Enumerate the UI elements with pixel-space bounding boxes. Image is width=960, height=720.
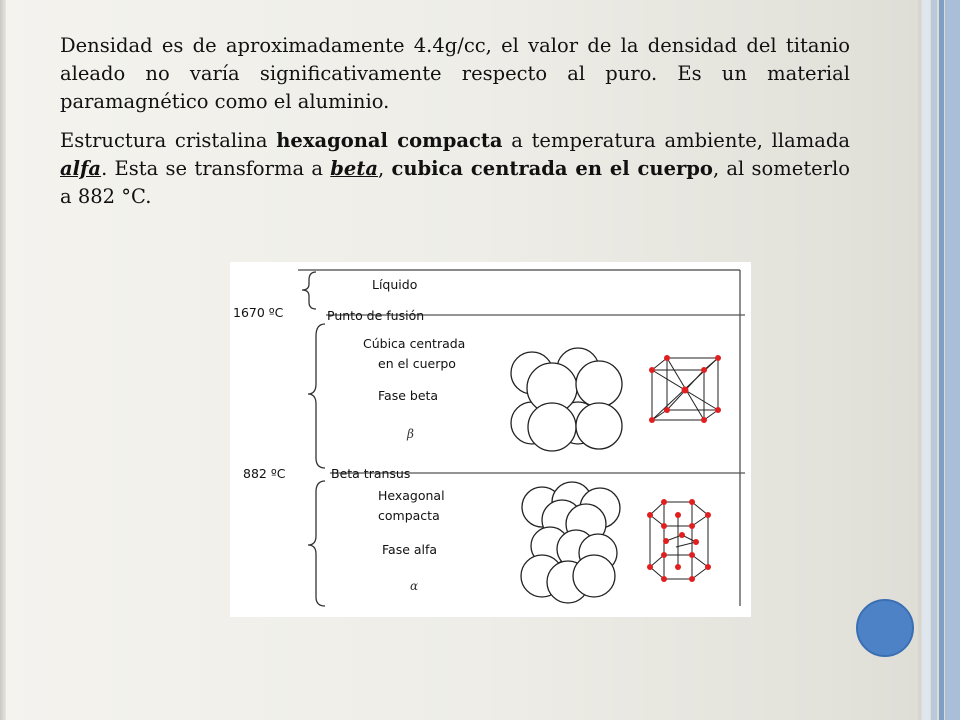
- temp-transus: 882 ºC: [243, 466, 286, 481]
- beta-structure-label-1: Cúbica centrada: [363, 336, 466, 351]
- slide-text: [60, 32, 850, 222]
- stripe: [918, 0, 921, 720]
- alpha-bracket: [308, 481, 325, 606]
- slide-left-border: [0, 0, 6, 720]
- stripe: [939, 0, 944, 720]
- atom-sphere: [573, 555, 615, 597]
- hcp-lattice-points: [647, 499, 711, 582]
- phase-diagram: [230, 262, 751, 617]
- stripe: [945, 0, 960, 720]
- structure-paragraph: [60, 127, 850, 211]
- text-segment: Estructura cristalina: [60, 129, 277, 152]
- beta-term: beta: [330, 157, 378, 180]
- text-segment: , al someterlo a 882 °C.: [60, 157, 851, 208]
- text-segment: ,: [377, 157, 392, 180]
- liquid-label: Líquido: [372, 277, 418, 292]
- melting-point-label: Punto de fusión: [327, 308, 425, 323]
- atom-sphere: [576, 403, 622, 449]
- phase-diagram-svg: [230, 262, 751, 617]
- bcc-sphere-cluster: [511, 348, 622, 451]
- alfa-term: alfa: [60, 157, 102, 180]
- liquid-bracket: [302, 272, 316, 309]
- alpha-structure-label-2: compacta: [378, 508, 440, 523]
- bcc-term: cubica centrada en el cuerpo: [391, 157, 713, 180]
- atom-sphere: [528, 403, 576, 451]
- alpha-structure-label-1: Hexagonal: [378, 488, 445, 503]
- density-paragraph: Densidad es de aproximadamente 4.4g/cc, el valor de la densidad del titanio aleado no varía significativamente respecto al puro. Es un material paramagnético como el aluminio.: [60, 34, 850, 113]
- beta-phase-label: Fase beta: [378, 388, 439, 403]
- beta-bracket: [308, 324, 325, 468]
- alpha-symbol: α: [410, 579, 419, 593]
- alpha-phase-label: Fase alfa: [382, 542, 438, 557]
- text-segment: a temperatura ambiente, llamada: [502, 129, 850, 152]
- decorative-stripes: [918, 0, 960, 720]
- decorative-circle: [856, 599, 914, 657]
- beta-transus-label: Beta transus: [331, 466, 411, 481]
- text-segment: . Esta se transforma a: [101, 157, 331, 180]
- hcp-sphere-cluster: [521, 482, 620, 603]
- stripe: [922, 0, 930, 720]
- beta-symbol: β: [407, 427, 414, 441]
- stripe: [931, 0, 937, 720]
- beta-structure-label-2: en el cuerpo: [378, 356, 456, 371]
- hexagonal-term: hexagonal compacta: [276, 129, 503, 152]
- temp-melting: 1670 ºC: [233, 305, 284, 320]
- atom-sphere: [576, 361, 622, 407]
